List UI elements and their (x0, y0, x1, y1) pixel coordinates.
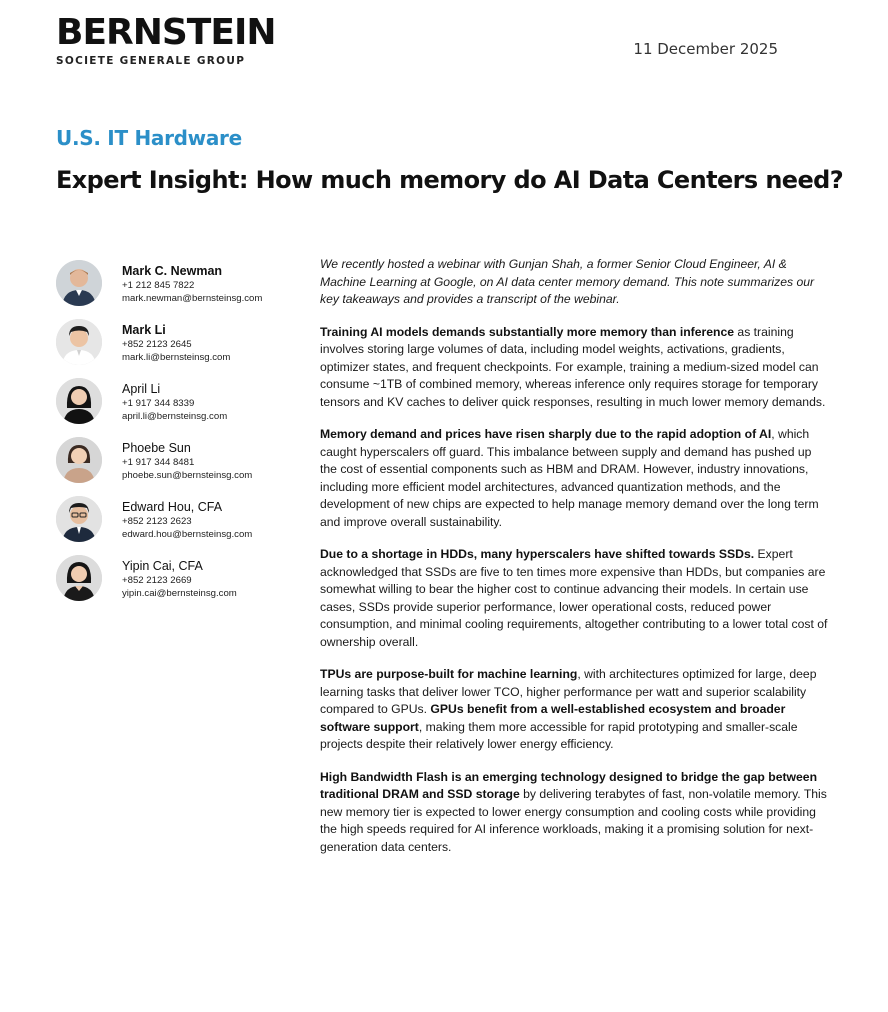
paragraph-lead: Memory demand and prices have risen sharply due to the rapid adoption of AI (320, 427, 772, 441)
logo-subtitle: SOCIETE GENERALE GROUP (56, 55, 246, 67)
avatar (56, 496, 102, 542)
author-card (56, 437, 306, 496)
paragraph-lead: Training AI models demands substantially more memory than inference (320, 324, 735, 339)
paragraph-ssd (320, 546, 830, 651)
author-email[interactable]: yipin.cai@bernsteinsg.com (122, 588, 237, 599)
paragraph-text: , which caught hyperscalers off guard. This imbalance between supply and demand has pushed up the cost of essential components such as HBM and DRAM. However, industry innovations, including more efficient model architectures, advanced quantization methods, and the development of new chips are expected to help manage memory demand over the long term and improve overall sustainability. (320, 427, 819, 529)
author-card (56, 260, 306, 319)
paragraph-lead: Due to a shortage in HDDs, many hyperscalers have shifted towards SSDs. (320, 547, 755, 561)
intro-paragraph: We recently hosted a webinar with Gunjan Shah, a former Senior Cloud Engineer, AI & Machine Learning at Google, on AI data center memory demand. This note summarizes our key takeaways and provides a transcript of the webinar. (320, 257, 815, 306)
paragraph-memory-demand (320, 426, 830, 531)
author-phone: +852 2123 2669 (122, 575, 192, 586)
author-phone: +1 917 344 8339 (122, 398, 195, 409)
author-phone: +852 2123 2623 (122, 516, 192, 527)
author-card (56, 378, 306, 437)
paragraph-tpu-gpu (320, 666, 830, 754)
author-name: Edward Hou, CFA (122, 500, 223, 514)
author-phone: +1 212 845 7822 (122, 280, 195, 291)
paragraph-text: by delivering terabytes of fast, non-volatile memory. This new memory tier is expected to lower energy consumption and cooling costs while providing the high speeds required for AI inference workloads, making it a promising solution for next-generation data centers. (320, 787, 827, 854)
author-email[interactable]: april.li@bernsteinsg.com (122, 411, 228, 422)
paragraph-text: Expert acknowledged that SSDs are five to ten times more expensive than HDDs, but companies are somewhat willing to bear the higher cost to continue advancing their models. In certain use cases, SSDs provide superior performance, lower operational costs, reduced power consumption, and minimal cooling requirements, altogether contributing to a lower total cost of ownership overall. (320, 547, 828, 649)
avatar (56, 378, 102, 424)
sector-label: U.S. IT Hardware (56, 126, 242, 150)
report-body (320, 256, 830, 871)
bernstein-logo (56, 14, 275, 68)
author-phone: +1 917 344 8481 (122, 457, 195, 468)
author-email[interactable]: edward.hou@bernsteinsg.com (122, 529, 253, 540)
paragraph-text: , with architectures optimized for large, deep learning tasks that deliver lower TCO, higher performance per watt and superior scalability compared to GPUs. (320, 667, 817, 716)
report-title: Expert Insight: How much memory do AI Data Centers need? (56, 166, 844, 194)
author-card (56, 555, 306, 614)
author-email[interactable]: phoebe.sun@bernsteinsg.com (122, 470, 253, 481)
paragraph-lead: High Bandwidth Flash is an emerging technology designed to bridge the gap between traditional DRAM and SSD storage (320, 769, 818, 801)
report-date: 11 December 2025 (633, 40, 778, 58)
paragraph-lead-secondary: GPUs benefit from a well-established ecosystem and broader software support (320, 702, 786, 734)
author-phone: +852 2123 2645 (122, 339, 192, 350)
author-list (56, 260, 306, 614)
avatar (56, 555, 102, 601)
paragraph-text: , making them more accessible for rapid prototyping and smaller-scale projects despite their relatively lower energy efficiency. (320, 719, 798, 751)
author-name: Yipin Cai, CFA (122, 559, 203, 573)
author-name: Phoebe Sun (122, 441, 191, 455)
author-name: Mark Li (122, 323, 166, 337)
avatar (56, 319, 102, 365)
paragraph-lead: TPUs are purpose-built for machine learning (320, 667, 578, 681)
author-email[interactable]: mark.li@bernsteinsg.com (122, 352, 231, 363)
author-name: Mark C. Newman (122, 264, 223, 278)
author-card (56, 319, 306, 378)
paragraph-training (320, 324, 830, 412)
author-email[interactable]: mark.newman@bernsteinsg.com (122, 293, 263, 304)
paragraph-hbf (320, 769, 830, 857)
author-card (56, 496, 306, 555)
paragraph-text: as training involves storing large volumes of data, including model weights, activations, gradients, optimizer states, and frequent checkpoints. For example, training a medium-sized model can consume ~1TB of combined memory, whereas inference only requires storage for temporary tensors and KV caches to deliver quick responses, resulting in much lower memory demands. (320, 324, 826, 409)
avatar (56, 437, 102, 483)
avatar (56, 260, 102, 306)
logo-wordmark: BERNSTEIN (56, 12, 276, 53)
author-name: April Li (122, 382, 161, 396)
